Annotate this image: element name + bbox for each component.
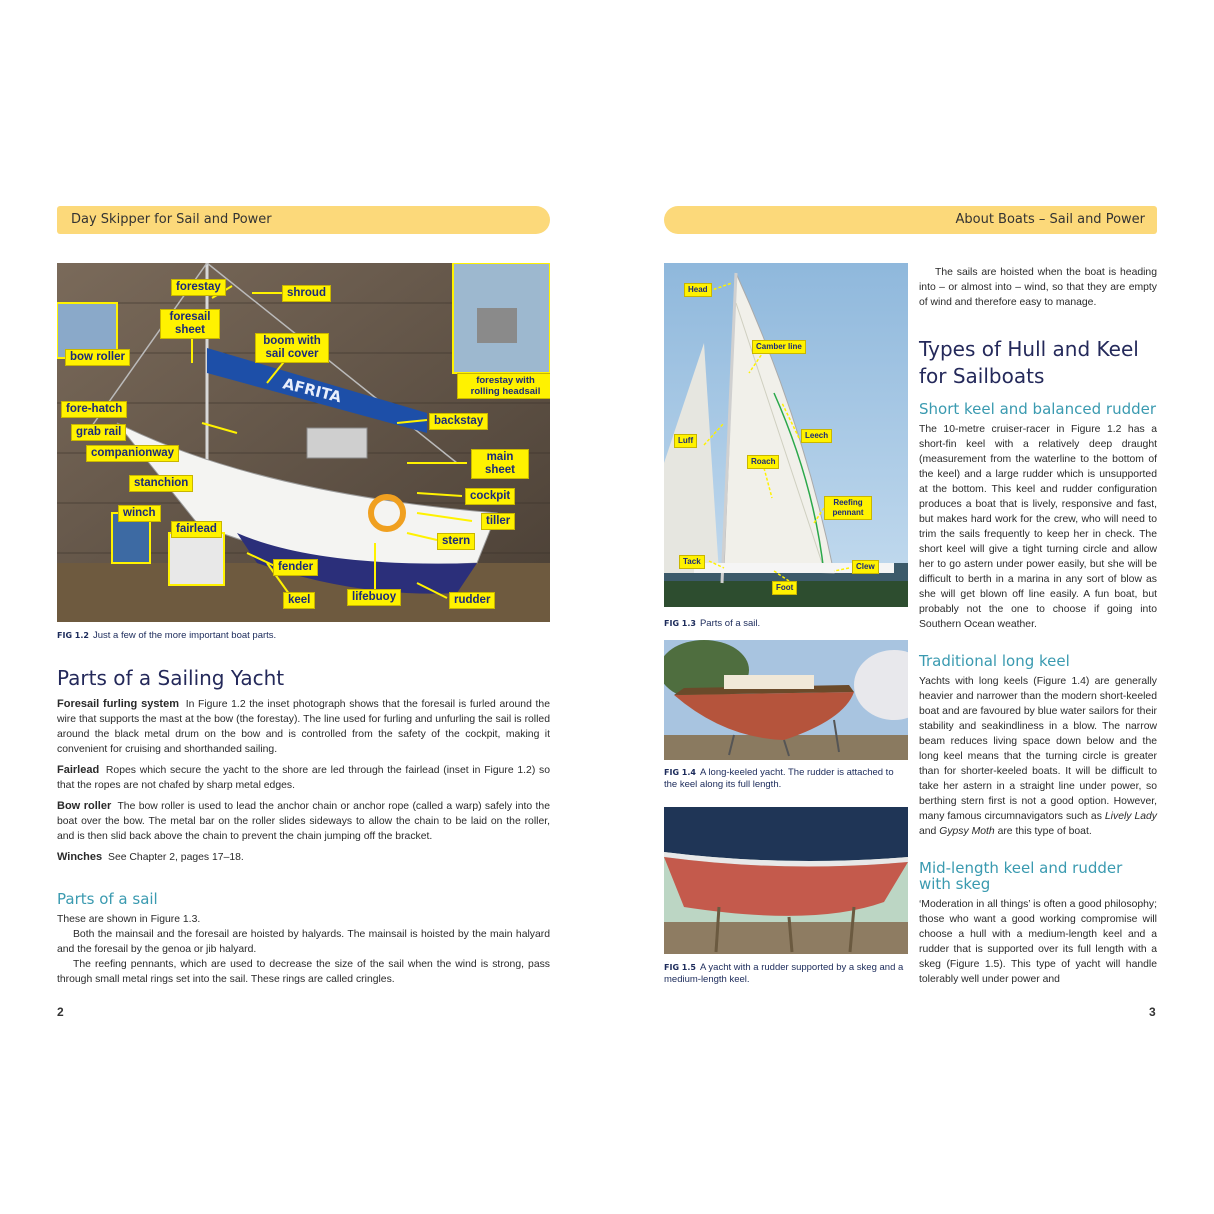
- label-leech: Leech: [801, 429, 832, 443]
- text-winches: See Chapter 2, pages 17–18.: [108, 852, 244, 863]
- text-fairlead: Ropes which secure the yacht to the shore are led through the fairlead (inset in Figure 1.2) so that the ropes are not chafed by sharp metal edges.: [57, 765, 550, 791]
- fig-1-4-caption-text: A long-keeled yacht. The rudder is attached to the keel along its full length.: [664, 767, 894, 790]
- long-keel-text-main: Yachts with long keels (Figure 1.4) are generally heavier and narrower than the modern short-keeled boat and are favoured by blue water sailors for their stability and seakindliness in a blow. The narrow beam reduces living space down below and the long keel means that the turning circle is greater than for shorter-keeled boats. It will be difficult to take her astern in a straight line under power, so berthing stern first is not a good option. However, many famous circumnavigators such as: [919, 676, 1157, 822]
- left-body-text: [57, 697, 550, 871]
- fig-1-2-caption: [57, 630, 550, 642]
- lead-winches: Winches: [57, 851, 103, 863]
- short-keel-text: The 10-metre cruiser-racer in Figure 1.2 has a short-fin keel with a relatively deep draught (measurement from the waterline to the bottom of the keel) and a large rudder which is unsupported at the bottom. This keel and rudder configuration produces a boat that is lively, responsive and fast, but makes hard work for the crew, who will need to trim the sails frequently to keep her in check. The short keel will give a tight turning circle and allow her to go astern under power easily, but she will be difficult to berth in a marina in any sort of blow as she will get blown off line easily. A fun boat, but probably not the one to choose if going into Southern Ocean weather.: [919, 424, 1157, 630]
- label-rudder: rudder: [449, 592, 495, 609]
- fig-1-5-label: FIG 1.5: [664, 963, 696, 972]
- label-head: Head: [684, 283, 712, 297]
- heading-mid-keel: Mid-length keel and rudder with skeg: [919, 859, 1123, 893]
- fig-1-2-caption-text: Just a few of the more important boat parts.: [92, 630, 277, 641]
- label-roach: Roach: [747, 455, 779, 469]
- fig-1-3-caption: [664, 618, 908, 630]
- page-number-right: 3: [1149, 1005, 1156, 1019]
- fig-1-3-label: FIG 1.3: [664, 619, 696, 628]
- label-foot: Foot: [772, 581, 797, 595]
- heading-long-keel: Traditional long keel: [919, 652, 1070, 670]
- label-luff: Luff: [674, 434, 697, 448]
- fig-1-4-label: FIG 1.4: [664, 768, 696, 777]
- intro-paragraph: The sails are hoisted when the boat is heading into – or almost into – wind, so that they are empty of wind and therefore easy to manage.: [919, 267, 1157, 308]
- label-fender: fender: [273, 559, 318, 576]
- sail-body-text: [57, 912, 550, 987]
- label-boom-cover: boom with sail cover: [255, 333, 329, 363]
- sail-paragraph-3: The reefing pennants, which are used to decrease the size of the sail when the wind is strong, pass through small metal rings set into the sail. These rings are called cringles.: [57, 959, 550, 985]
- label-tiller: tiller: [481, 513, 515, 530]
- text-foresail-furling: In Figure 1.2 the inset photograph shows that the foresail is furled around the wire that supports the mast at the bow (the forestay). The line used for furling and unfurling the sail is rolled around the black metal drum on the bow and is controlled from the safety of the cockpit, making it convenient for cruising and shorthanded sailing.: [57, 699, 550, 755]
- skeg-yacht-illustration: [664, 807, 908, 954]
- label-foresail-sheet: foresail sheet: [160, 309, 220, 339]
- fig-1-3-photo: [664, 263, 908, 607]
- label-bow-roller: bow roller: [65, 349, 130, 366]
- long-keel-text: [919, 674, 1157, 839]
- paragraph-fairlead: [57, 763, 550, 793]
- boat-name-gypsy-moth: Gypsy Moth: [939, 826, 995, 837]
- running-header-left: Day Skipper for Sail and Power: [57, 206, 550, 234]
- paragraph-bow-roller: [57, 799, 550, 844]
- fig-1-2-label: FIG 1.2: [57, 631, 89, 640]
- fig-1-5-photo: [664, 807, 908, 954]
- label-forestay-headsail: forestay with rolling headsail: [457, 373, 550, 399]
- label-fore-hatch: fore-hatch: [61, 401, 127, 418]
- right-page-title: Types of Hull and Keel for Sailboats: [919, 337, 1139, 388]
- label-stanchion: stanchion: [129, 475, 193, 492]
- right-page: [607, 0, 1214, 1214]
- fig-1-5-caption-text: A yacht with a rudder supported by a skeg and a medium-length keel.: [664, 962, 904, 985]
- lead-fairlead: Fairlead: [57, 764, 100, 776]
- label-keel: keel: [283, 592, 315, 609]
- page-number-left: 2: [57, 1005, 64, 1019]
- label-camber-line: Camber line: [752, 340, 806, 354]
- heading-parts-of-sail: Parts of a sail: [57, 890, 158, 908]
- fig-1-4-photo: [664, 640, 908, 760]
- fig-1-5-caption: [664, 962, 904, 986]
- label-grab-rail: grab rail: [71, 424, 126, 441]
- label-stern: stern: [437, 533, 475, 550]
- label-backstay: backstay: [429, 413, 488, 430]
- label-shroud: shroud: [282, 285, 331, 302]
- sail-paragraph-2: Both the mainsail and the foresail are hoisted by halyards. The mainsail is hoisted by the main halyard and the foresail by the genoa or jib halyard.: [57, 929, 550, 955]
- label-tack: Tack: [679, 555, 705, 569]
- long-keel-and: and: [919, 826, 937, 837]
- long-keel-text-end: are this type of boat.: [997, 826, 1092, 837]
- paragraph-foresail-furling: [57, 697, 550, 757]
- label-companionway: companionway: [86, 445, 179, 462]
- label-clew: Clew: [852, 560, 879, 574]
- label-fairlead: fairlead: [171, 521, 222, 538]
- label-main-sheet: main sheet: [471, 449, 529, 479]
- long-keel-yacht-illustration: [664, 640, 908, 760]
- mid-keel-text: ‘Moderation in all things’ is often a good philosophy; those who want a good working compromise will choose a hull with a medium-length keel and a rudder that is supported over its full length with a skeg (Figure 1.5). This type of yacht will handle tolerably well under power and: [919, 899, 1157, 985]
- lead-foresail-furling: Foresail furling system: [57, 698, 179, 710]
- running-header-right: About Boats – Sail and Power: [664, 206, 1157, 234]
- fig-1-3-caption-text: Parts of a sail.: [699, 618, 761, 629]
- fig-1-2-photo: [57, 263, 550, 622]
- boat-name-lively-lady: Lively Lady: [1104, 811, 1157, 822]
- label-lifebuoy: lifebuoy: [347, 589, 401, 606]
- label-reefing-pennant: Reefing pennant: [824, 496, 872, 520]
- fig-1-4-caption: [664, 767, 904, 791]
- svg-text:AFRITA: AFRITA: [281, 374, 344, 407]
- paragraph-winches: [57, 850, 550, 865]
- text-bow-roller: The bow roller is used to lead the anchor chain or anchor rope (called a warp) safely into the boat over the bow. The metal bar on the roller slides sideways to allow the chain to be laid on the roller, and is then slid back above the chain to prevent the chain jumping off the bracket.: [57, 801, 550, 842]
- lead-bow-roller: Bow roller: [57, 800, 112, 812]
- label-cockpit: cockpit: [465, 488, 515, 505]
- label-winch: winch: [118, 505, 161, 522]
- sail-paragraph-1: These are shown in Figure 1.3.: [57, 914, 201, 925]
- heading-short-keel: Short keel and balanced rudder: [919, 400, 1157, 418]
- left-page-title: Parts of a Sailing Yacht: [57, 666, 285, 690]
- label-forestay: forestay: [171, 279, 226, 296]
